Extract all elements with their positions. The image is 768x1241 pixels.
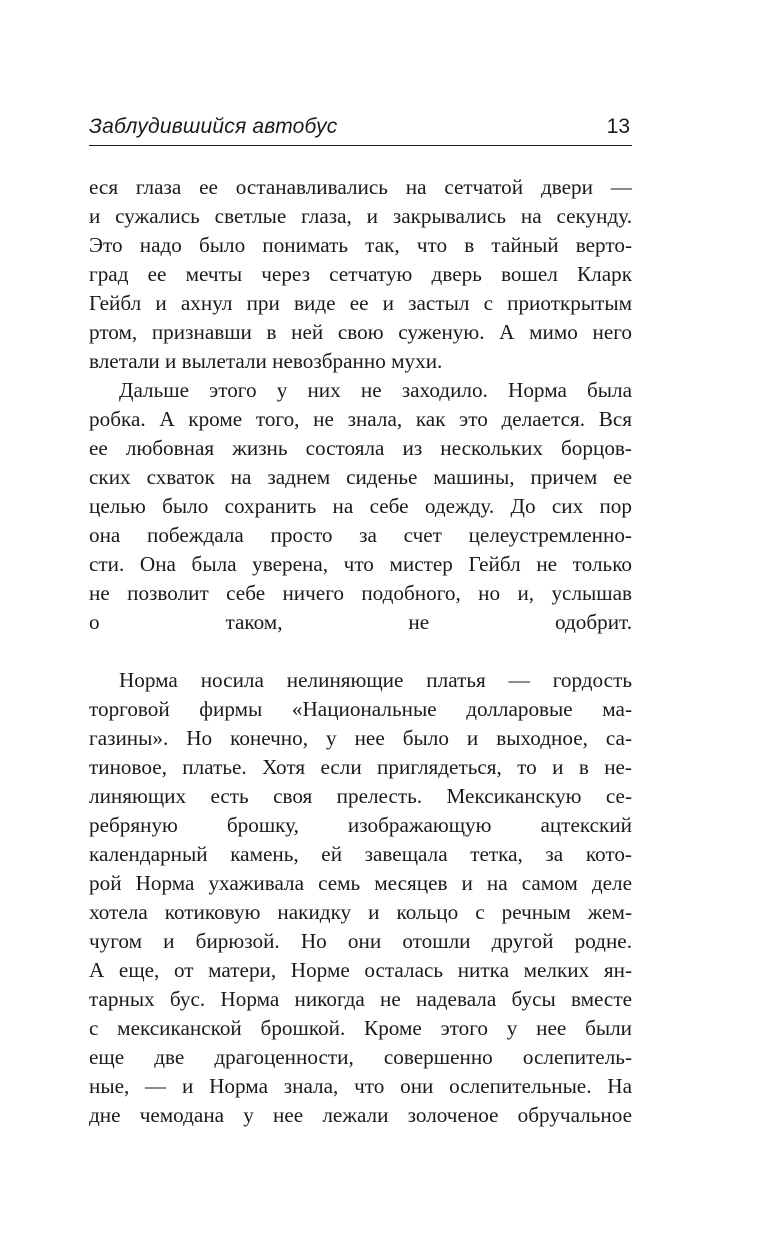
text-line: торговой фирмы «Национальные долларовые ма-: [89, 697, 632, 721]
text-line: еся глаза ее останавливались на сетчатой двери —: [89, 175, 632, 199]
text-line: хотела котиковую накидку и кольцо с речным жем-: [89, 900, 632, 924]
text-line: тарных бус. Норма никогда не надевала бусы вместе: [89, 987, 632, 1011]
text-line: Гейбл и ахнул при виде ее и застыл с приоткрытым: [89, 291, 632, 315]
text-line: ртом, признавши в ней свою суженую. А мимо него: [89, 320, 632, 344]
text-line: не позволит себе ничего подобного, но и, услышав: [89, 581, 632, 605]
paragraph-1: [89, 173, 632, 376]
text-line: газины». Но конечно, у нее было и выходное, са-: [89, 726, 632, 750]
text-line: Это надо было понимать так, что в тайный верто-: [89, 233, 632, 257]
text-line: ее любовная жизнь состояла из нескольких борцов-: [89, 436, 632, 460]
text-line: она побеждала просто за счет целеустремленно-: [89, 523, 632, 547]
text-line: тиновое, платье. Хотя если приглядеться, то и в не-: [89, 755, 632, 779]
text-line: ребряную брошку, изображающую ацтекский: [89, 813, 632, 837]
text-line: и сужались светлые глаза, и закрывались на секунду.: [89, 204, 632, 228]
text-line: рой Норма ухаживала семь месяцев и на самом деле: [89, 871, 632, 895]
text-line: Норма носила нелиняющие платья — гордость: [119, 668, 632, 692]
text-line: сти. Она была уверена, что мистер Гейбл не только: [89, 552, 632, 576]
paragraph-2: [89, 376, 632, 666]
text-line: линяющих есть своя прелесть. Мексиканскую се-: [89, 784, 632, 808]
text-line: А еще, от матери, Норме осталась нитка мелких ян-: [89, 958, 632, 982]
text-line: целью было сохранить на себе одежду. До сих пор: [89, 494, 632, 518]
text-line: град ее мечты через сетчатую дверь вошел Кларк: [89, 262, 632, 286]
running-head: [89, 110, 632, 146]
body-text: [89, 173, 632, 1130]
text-line: [89, 637, 632, 666]
text-line: с мексиканской брошкой. Кроме этого у нее были: [89, 1016, 632, 1040]
text-line: ских схваток на заднем сиденье машины, причем ее: [89, 465, 632, 489]
running-title: Заблудившийся автобус: [89, 115, 338, 138]
text-line: влетали и вылетали невозбранно мухи.: [89, 349, 443, 373]
text-line: ные, — и Норма знала, что они ослепительные. На: [89, 1074, 632, 1098]
text-line: чугом и бирюзой. Но они отошли другой родне.: [89, 929, 632, 953]
text-line: еще две драгоценности, совершенно ослепитель-: [89, 1045, 632, 1069]
text-line: о таком, не одобрит.: [89, 610, 632, 634]
text-line: Дальше этого у них не заходило. Норма была: [119, 378, 632, 402]
paragraph-3: [89, 666, 632, 1130]
text-line: дне чемодана у нее лежали золоченое обручальное: [89, 1103, 632, 1127]
text-line: робка. А кроме того, не знала, как это делается. Вся: [89, 407, 632, 431]
page-number: 13: [606, 115, 630, 138]
text-line: календарный камень, ей завещала тетка, за кото-: [89, 842, 632, 866]
